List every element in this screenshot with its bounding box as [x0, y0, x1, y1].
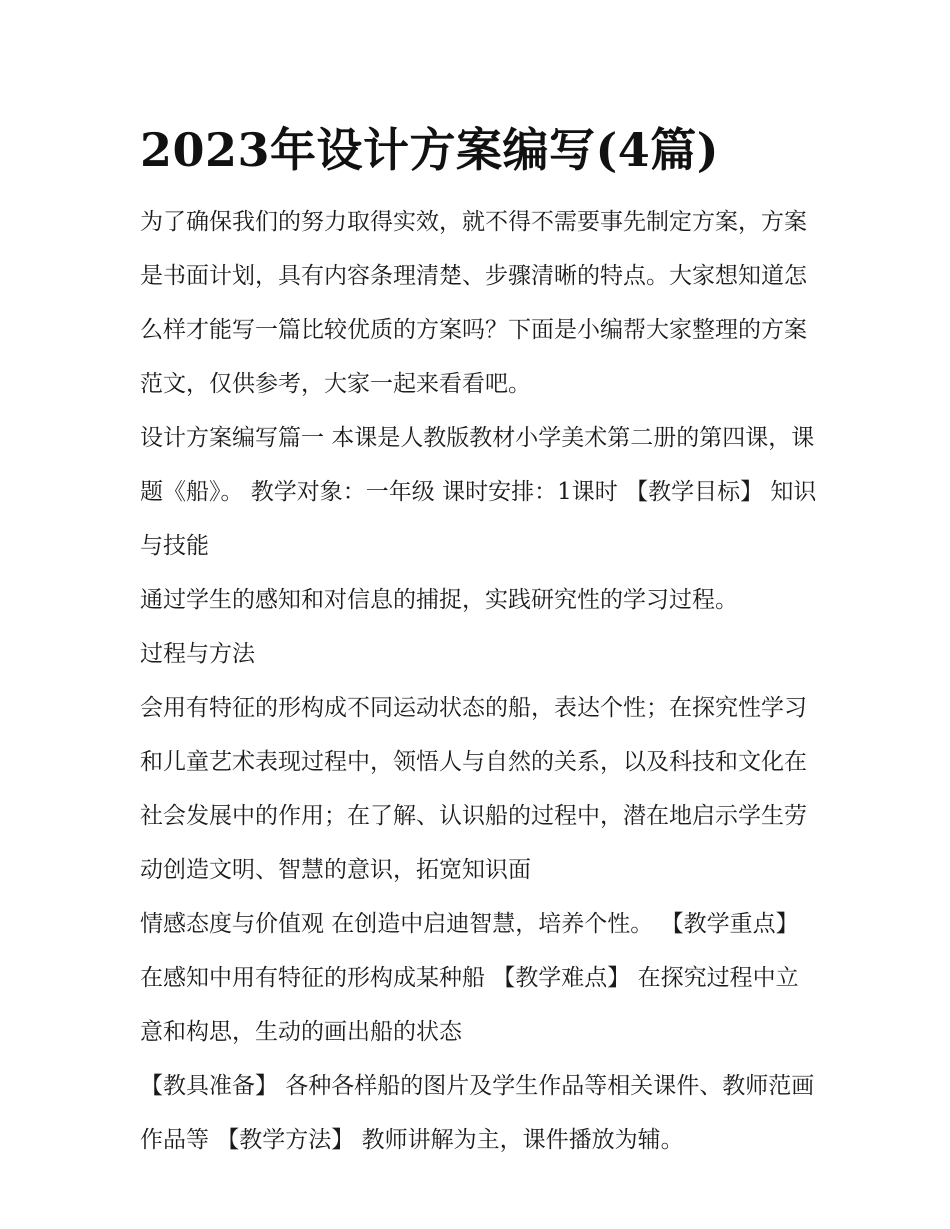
paragraph-process-heading: 过程与方法 [140, 641, 255, 667]
paragraph-knowledge: 通过学生的感知和对信息的捕捉，实践研究性的学习过程。 [140, 587, 738, 613]
paragraph-process-method: 会用有特征的形构成不同运动状态的船，表达个性；在探究性学习和儿童艺术表现过程中，领悟人与自然的关系，以及科技和文化在社会发展中的作用；在了解、认识船的过程中，潜在地启示学生劳动创造文明、智慧的意识，拓宽知识面 [140, 695, 807, 883]
paragraph-lesson-info: 设计方案编写篇一 本课是人教版教材小学美术第二册的第四课，课题《船》。 教学对象：一年级 课时安排：1课时 【教学目标】 知识与技能 [140, 425, 817, 559]
document-title: 2023年设计方案编写(4篇) [140, 123, 720, 177]
paragraph-intro: 为了确保我们的努力取得实效，就不得不需要事先制定方案，方案是书面计划，具有内容条理清楚、步骤清晰的特点。大家想知道怎么样才能写一篇比较优质的方案吗？下面是小编帮大家整理的方案范文，仅供参考，大家一起来看看吧。 [140, 209, 807, 397]
paragraph-teaching-tools: 【教具准备】 各种各样船的图片及学生作品等相关课件、教师范画作品等 【教学方法】 教师讲解为主，课件播放为辅。 [140, 1073, 815, 1153]
document-body [140, 195, 820, 1167]
paragraph-emotion-goals: 情感态度与价值观 在创造中启迪智慧，培养个性。 【教学重点】 在感知中用有特征的形构成某种船 【教学难点】 在探究过程中立意和构思，生动的画出船的状态 [140, 911, 799, 1045]
